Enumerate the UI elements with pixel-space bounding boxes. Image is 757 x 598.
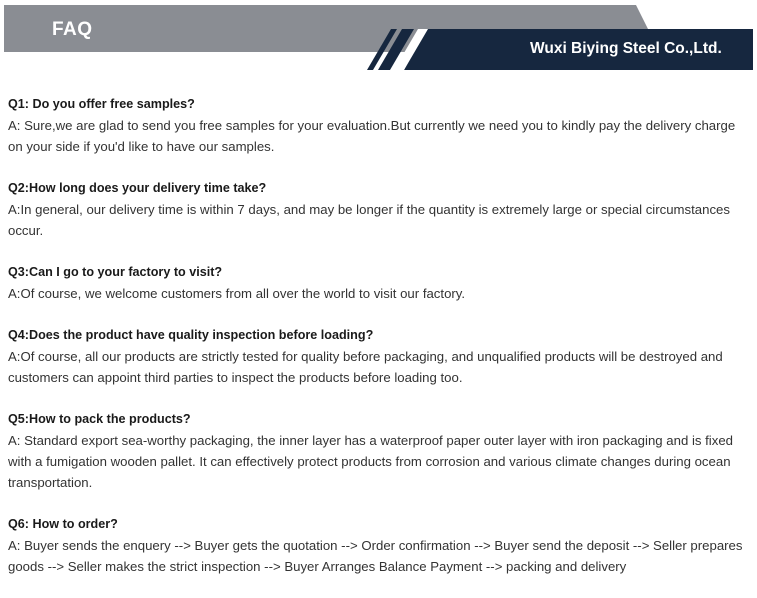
faq-question: Q5:How to pack the products? bbox=[8, 412, 191, 426]
faq-question: Q4:Does the product have quality inspection before loading? bbox=[8, 328, 374, 342]
banner-graphic bbox=[0, 0, 757, 75]
faq-question: Q6: How to order? bbox=[8, 517, 118, 531]
company-name: Wuxi Biying Steel Co.,Ltd. bbox=[530, 40, 722, 57]
faq-item bbox=[8, 262, 748, 304]
faq-question: Q2:How long does your delivery time take? bbox=[8, 181, 267, 195]
faq-banner bbox=[0, 0, 757, 75]
faq-answer: A:In general, our delivery time is within 7 days, and may be longer if the quantity is extremely large or special circumstances occur. bbox=[8, 202, 730, 238]
faq-question: Q1: Do you offer free samples? bbox=[8, 97, 195, 111]
faq-item bbox=[8, 178, 748, 241]
faq-answer: A: Sure,we are glad to send you free samples for your evaluation.But currently we need you to kindly pay the delivery charge on your side if you'd like to have our samples. bbox=[8, 118, 736, 154]
faq-answer: A:Of course, we welcome customers from all over the world to visit our factory. bbox=[8, 286, 466, 301]
faq-answer: A: Buyer sends the enquery --> Buyer gets the quotation --> Order confirmation --> Buyer send the deposit --> Seller prepares goods --> Seller makes the strict inspection --> Buyer Arranges Balance Payment --> packing and delivery bbox=[8, 538, 743, 574]
faq-item bbox=[8, 94, 748, 157]
faq-answer: A: Standard export sea-worthy packaging, the inner layer has a waterproof paper outer layer with iron packaging and is fixed with a fumigation wooden pallet. It can effectively protect products from corrosion and various climate changes during ocean transportation. bbox=[8, 433, 733, 490]
faq-item bbox=[8, 514, 748, 577]
page-title: FAQ bbox=[52, 19, 93, 40]
faq-list bbox=[8, 94, 748, 598]
faq-item bbox=[8, 325, 748, 388]
faq-item bbox=[8, 409, 748, 493]
faq-question: Q3:Can I go to your factory to visit? bbox=[8, 265, 223, 279]
faq-answer: A:Of course, all our products are strictly tested for quality before packaging, and unqualified products will be destroyed and customers can appoint third parties to inspect the products before loading too. bbox=[8, 349, 723, 385]
